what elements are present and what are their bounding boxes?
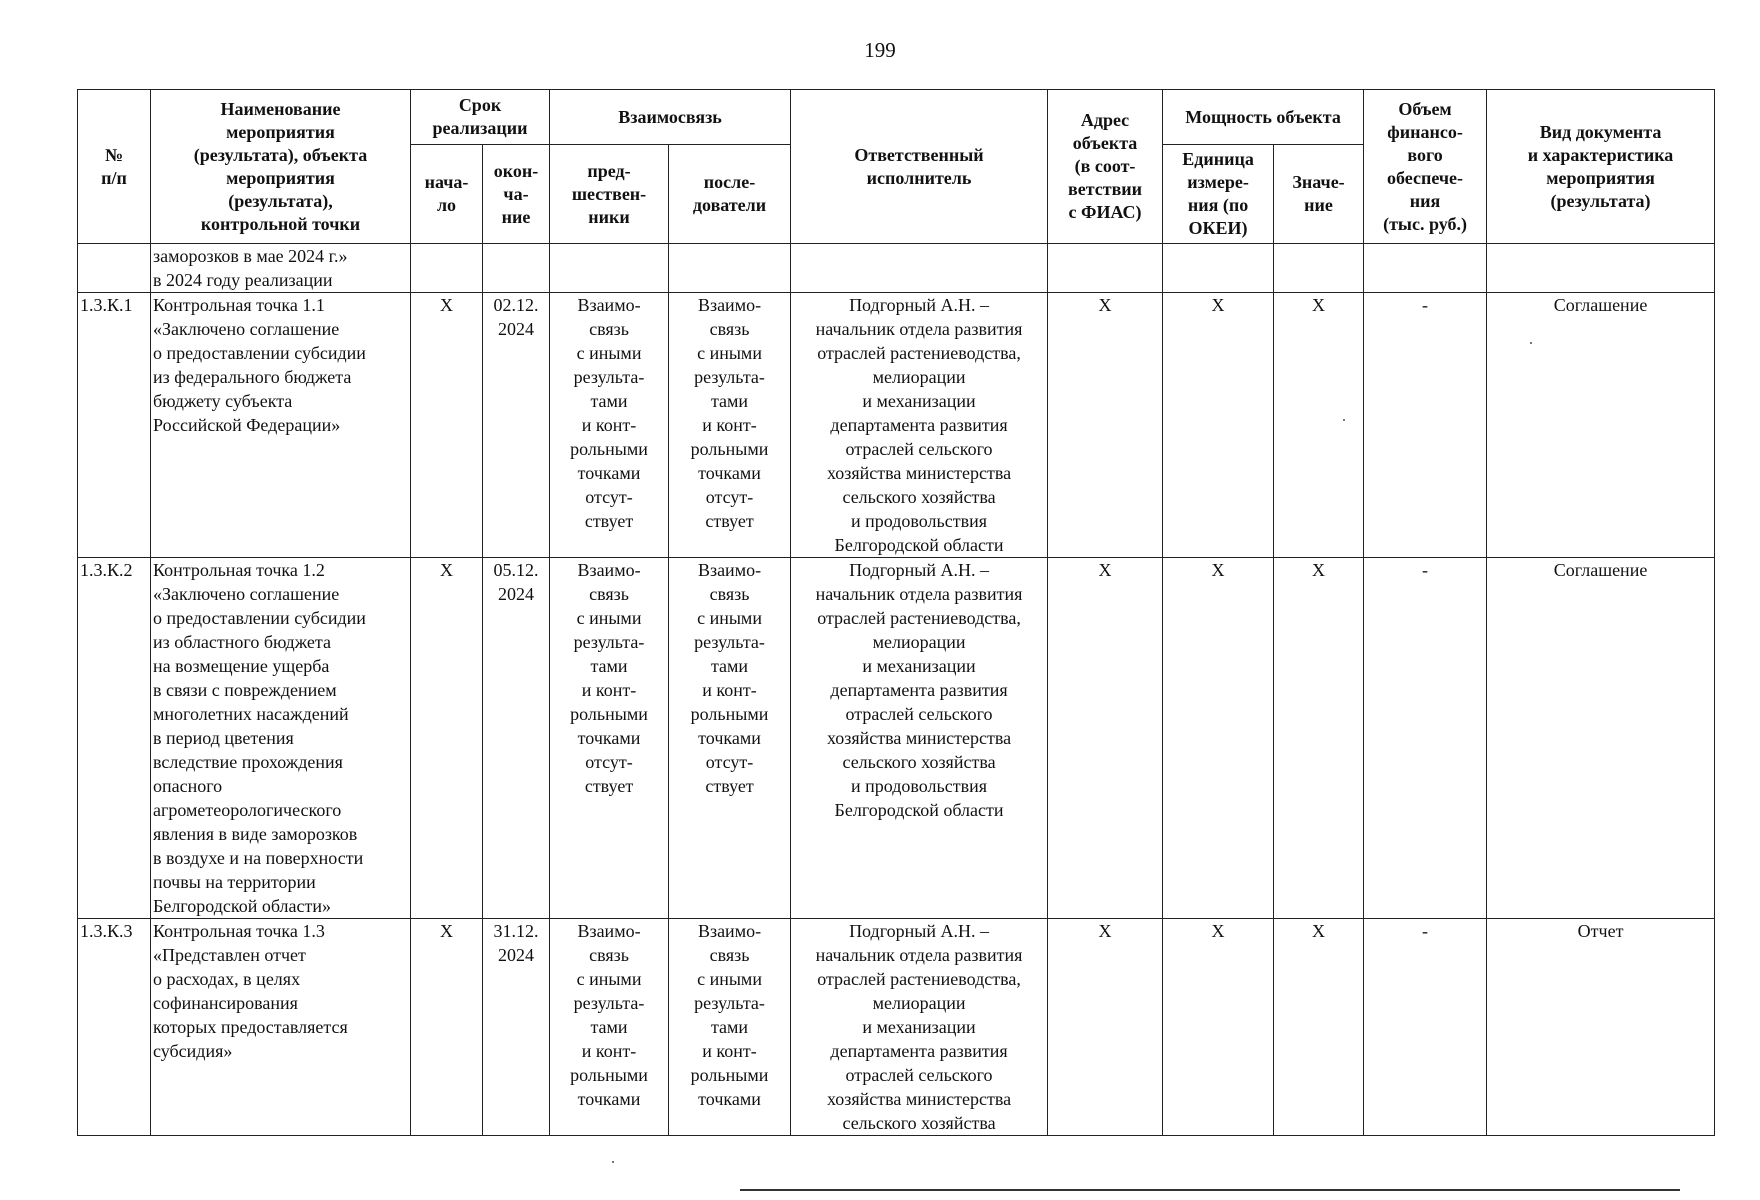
scan-bottom-line bbox=[740, 1189, 1680, 1191]
cell-doc-type: Отчет bbox=[1487, 919, 1715, 1136]
header-value: Значе- ние bbox=[1274, 145, 1364, 244]
cell-start: X bbox=[411, 293, 483, 558]
cell-name: Контрольная точка 1.1 «Заключено соглашение о предоставлении субсидии из федерального бюджета бюджету субъекта Российской Федерации» bbox=[151, 293, 411, 558]
cell-end: 02.12. 2024 bbox=[483, 293, 550, 558]
cell-value bbox=[1274, 244, 1364, 293]
cell-predecessors bbox=[550, 244, 669, 293]
cell-address: X bbox=[1048, 919, 1163, 1136]
table-row bbox=[78, 919, 1715, 1136]
cell-address bbox=[1048, 244, 1163, 293]
cell-doc-type bbox=[1487, 244, 1715, 293]
scan-speck bbox=[1343, 419, 1345, 421]
control-points-table bbox=[77, 89, 1715, 1136]
cell-num: 1.3.К.3 bbox=[78, 919, 151, 1136]
cell-num: 1.3.К.1 bbox=[78, 293, 151, 558]
scan-speck bbox=[612, 1161, 614, 1163]
cell-unit: X bbox=[1163, 558, 1274, 919]
cell-successors bbox=[669, 244, 791, 293]
header-responsible: Ответственный исполнитель bbox=[791, 90, 1048, 244]
table-row bbox=[78, 293, 1715, 558]
header-num: № п/п bbox=[78, 90, 151, 244]
cell-predecessors: Взаимо- связь с иными результа- тами и конт- рольными точками отсут- ствует bbox=[550, 558, 669, 919]
continuation-row bbox=[78, 244, 1715, 293]
scan-speck bbox=[1530, 342, 1532, 344]
header-predecessors: пред- шествен- ники bbox=[550, 145, 669, 244]
cell-end bbox=[483, 244, 550, 293]
cell-address: X bbox=[1048, 293, 1163, 558]
cell-end: 31.12. 2024 bbox=[483, 919, 550, 1136]
header-finance: Объем финансо- вого обеспече- ния (тыс. руб.) bbox=[1364, 90, 1487, 244]
header-capacity: Мощность объекта bbox=[1163, 90, 1364, 145]
cell-num: 1.3.К.2 bbox=[78, 558, 151, 919]
cell-value: X bbox=[1274, 919, 1364, 1136]
cell-responsible: Подгорный А.Н. – начальник отдела развития отраслей растениеводства, мелиорации и механизации департамента развития отраслей сельского хозяйства министерства сельского хозяйства bbox=[791, 919, 1048, 1136]
cell-name: Контрольная точка 1.3 «Представлен отчет о расходах, в целях софинансирования которых предоставляется субсидия» bbox=[151, 919, 411, 1136]
cell-num bbox=[78, 244, 151, 293]
cell-doc-type: Соглашение bbox=[1487, 558, 1715, 919]
cell-value: X bbox=[1274, 293, 1364, 558]
cell-predecessors: Взаимо- связь с иными результа- тами и конт- рольными точками bbox=[550, 919, 669, 1136]
cell-finance: - bbox=[1364, 919, 1487, 1136]
cell-successors: Взаимо- связь с иными результа- тами и конт- рольными точками отсут- ствует bbox=[669, 293, 791, 558]
cell-successors: Взаимо- связь с иными результа- тами и конт- рольными точками bbox=[669, 919, 791, 1136]
cell-start: X bbox=[411, 558, 483, 919]
cell-doc-type: Соглашение bbox=[1487, 293, 1715, 558]
cell-name: Контрольная точка 1.2 «Заключено соглашение о предоставлении субсидии из областного бюджета на возмещение ущерба в связи с повреждением многолетних насаждений в период цветения вследствие прохождения опасного агрометеорологического явления в виде заморозков в воздухе и на поверхности почвы на территории Белгородской области» bbox=[151, 558, 411, 919]
cell-predecessors: Взаимо- связь с иными результа- тами и конт- рольными точками отсут- ствует bbox=[550, 293, 669, 558]
header-unit: Единица измере- ния (по ОКЕИ) bbox=[1163, 145, 1274, 244]
header-successors: после- дователи bbox=[669, 145, 791, 244]
cell-name: заморозков в мае 2024 г.» в 2024 году реализации bbox=[151, 244, 411, 293]
cell-responsible: Подгорный А.Н. – начальник отдела развития отраслей растениеводства, мелиорации и механизации департамента развития отраслей сельского хозяйства министерства сельского хозяйства и продовольствия Белгородской области bbox=[791, 558, 1048, 919]
cell-unit: X bbox=[1163, 919, 1274, 1136]
cell-finance: - bbox=[1364, 558, 1487, 919]
cell-unit: X bbox=[1163, 293, 1274, 558]
cell-start: X bbox=[411, 919, 483, 1136]
cell-responsible bbox=[791, 244, 1048, 293]
header-term-start: нача- ло bbox=[411, 145, 483, 244]
table-row bbox=[78, 558, 1715, 919]
header-name: Наименование мероприятия (результата), объекта мероприятия (результата), контрольной точки bbox=[151, 90, 411, 244]
header-relation: Взаимосвязь bbox=[550, 90, 791, 145]
cell-end: 05.12. 2024 bbox=[483, 558, 550, 919]
header-address: Адрес объекта (в соот- ветствии с ФИАС) bbox=[1048, 90, 1163, 244]
cell-successors: Взаимо- связь с иными результа- тами и конт- рольными точками отсут- ствует bbox=[669, 558, 791, 919]
cell-unit bbox=[1163, 244, 1274, 293]
cell-responsible: Подгорный А.Н. – начальник отдела развития отраслей растениеводства, мелиорации и механизации департамента развития отраслей сельского хозяйства министерства сельского хозяйства и продовольствия Белгородской области bbox=[791, 293, 1048, 558]
cell-value: X bbox=[1274, 558, 1364, 919]
header-term-end: окон- ча- ние bbox=[483, 145, 550, 244]
header-row-top bbox=[78, 90, 1715, 145]
cell-finance bbox=[1364, 244, 1487, 293]
page-number: 199 bbox=[864, 38, 896, 62]
header-doc-type: Вид документа и характеристика мероприятия (результата) bbox=[1487, 90, 1715, 244]
cell-finance: - bbox=[1364, 293, 1487, 558]
cell-start bbox=[411, 244, 483, 293]
cell-address: X bbox=[1048, 558, 1163, 919]
header-term: Срок реализации bbox=[411, 90, 550, 145]
